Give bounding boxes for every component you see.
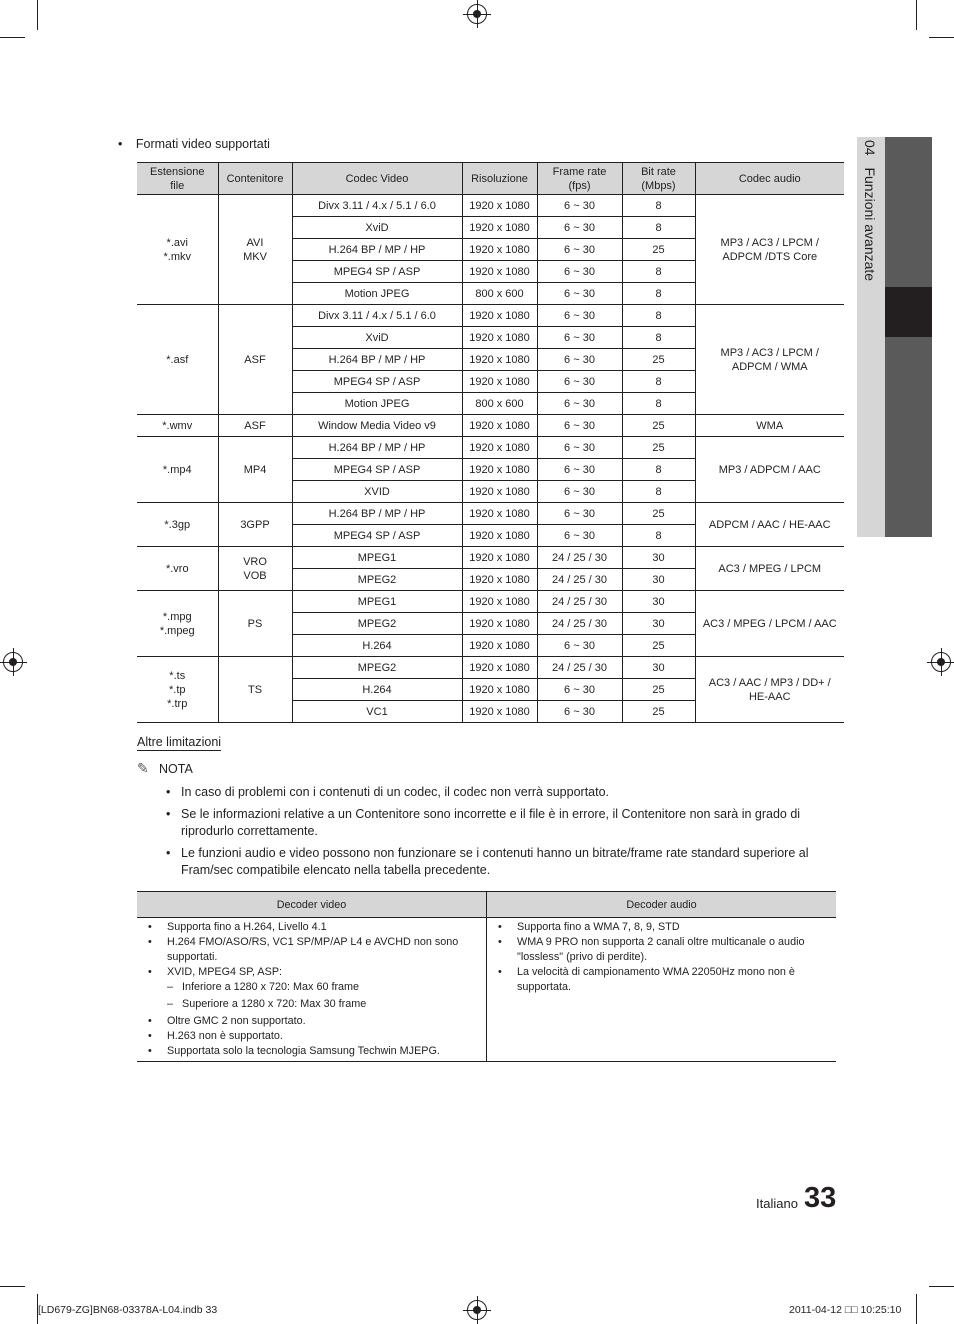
frame-rate-cell: 6 ~ 30: [537, 635, 622, 657]
audio-codec-cell: AC3 / AAC / MP3 / DD+ / HE-AAC: [695, 657, 844, 723]
bit-rate-cell: 8: [622, 195, 695, 217]
frame-rate-cell: 6 ~ 30: [537, 371, 622, 393]
audio-codec-cell: AC3 / MPEG / LPCM / AAC: [695, 591, 844, 657]
resolution-cell: 1920 x 1080: [462, 569, 537, 591]
print-slug-file: [LD679-ZG]BN68-03378A-L04.indb 33: [38, 1304, 218, 1316]
video-codec-cell: MPEG4 SP / ASP: [292, 371, 462, 393]
audio-codec-cell: ADPCM / AAC / HE-AAC: [695, 503, 844, 547]
video-codec-cell: Motion JPEG: [292, 393, 462, 415]
bit-rate-cell: 30: [622, 569, 695, 591]
resolution-cell: 1920 x 1080: [462, 503, 537, 525]
pencil-icon: ✎: [137, 760, 149, 776]
video-codec-cell: MPEG1: [292, 547, 462, 569]
resolution-cell: 1920 x 1080: [462, 547, 537, 569]
chapter-tab-marker: [885, 287, 932, 337]
bit-rate-cell: 25: [622, 503, 695, 525]
registration-mark-icon: [467, 4, 487, 24]
crop-mark: [0, 37, 25, 38]
frame-rate-cell: 6 ~ 30: [537, 261, 622, 283]
resolution-cell: 1920 x 1080: [462, 327, 537, 349]
resolution-cell: 1920 x 1080: [462, 679, 537, 701]
container-cell: ASF: [218, 305, 292, 415]
table-row: [137, 918, 836, 1062]
video-codec-cell: H.264 BP / MP / HP: [292, 349, 462, 371]
crop-mark: [37, 0, 38, 30]
video-codec-cell: XVID: [292, 481, 462, 503]
resolution-cell: 1920 x 1080: [462, 657, 537, 679]
video-codec-cell: H.264 BP / MP / HP: [292, 503, 462, 525]
video-codec-cell: MPEG4 SP / ASP: [292, 525, 462, 547]
bit-rate-cell: 8: [622, 459, 695, 481]
chapter-tab-dark-band: [885, 137, 932, 537]
note-label: NOTA: [159, 762, 193, 776]
extension-cell: *.3gp: [137, 503, 218, 547]
video-codec-cell: Motion JPEG: [292, 283, 462, 305]
video-decoder-header: Decoder video: [137, 892, 487, 918]
frame-rate-cell: 6 ~ 30: [537, 503, 622, 525]
audio-codec-cell: MP3 / ADPCM / AAC: [695, 437, 844, 503]
extension-cell: *.wmv: [137, 415, 218, 437]
resolution-cell: 1920 x 1080: [462, 415, 537, 437]
list-item: – Superiore a 1280 x 720: Max 30 frame: [137, 997, 486, 1012]
note-item: • Se le informazioni relative a un Contenitore sono incorrette e il file è in errore, il Contenitore non sarà in grado di riprodurlo correttamente.: [166, 806, 846, 840]
video-codec-cell: VC1: [292, 701, 462, 723]
resolution-cell: 800 x 600: [462, 393, 537, 415]
frame-rate-cell: 6 ~ 30: [537, 195, 622, 217]
resolution-cell: 1920 x 1080: [462, 217, 537, 239]
resolution-cell: 800 x 600: [462, 283, 537, 305]
table-row: [137, 195, 844, 217]
registration-mark-icon: [931, 652, 951, 672]
notes-list: [166, 784, 846, 884]
container-cell: MP4: [218, 437, 292, 503]
section-heading: [118, 137, 270, 151]
crop-mark: [916, 1294, 917, 1324]
chapter-number: 04: [862, 140, 878, 156]
bit-rate-cell: 8: [622, 305, 695, 327]
chapter-title: Funzioni avanzate: [862, 167, 878, 282]
list-item: • Supportata solo la tecnologia Samsung Techwin MJEPG.: [137, 1044, 486, 1059]
note-heading: [137, 760, 193, 777]
chapter-label: [862, 140, 878, 281]
frame-rate-cell: 6 ~ 30: [537, 679, 622, 701]
extension-cell: *.avi *.mkv: [137, 195, 218, 305]
resolution-cell: 1920 x 1080: [462, 305, 537, 327]
list-item: • WMA 9 PRO non supporta 2 canali oltre multicanale o audio "lossless" (privo di perdite).: [487, 935, 836, 965]
audio-codec-cell: WMA: [695, 415, 844, 437]
decoder-table: [137, 891, 836, 1062]
list-item: • H.264 FMO/ASO/RS, VC1 SP/MP/AP L4 e AVCHD non sono supportati.: [137, 935, 486, 965]
resolution-cell: 1920 x 1080: [462, 525, 537, 547]
frame-rate-cell: 6 ~ 30: [537, 525, 622, 547]
audio-codec-cell: AC3 / MPEG / LPCM: [695, 547, 844, 591]
table-row: [137, 547, 844, 569]
frame-rate-cell: 6 ~ 30: [537, 283, 622, 305]
frame-rate-cell: 6 ~ 30: [537, 305, 622, 327]
video-codec-cell: H.264 BP / MP / HP: [292, 437, 462, 459]
list-item: • La velocità di campionamento WMA 22050Hz mono non è supportata.: [487, 965, 836, 995]
container-cell: VRO VOB: [218, 547, 292, 591]
crop-mark: [916, 0, 917, 30]
extension-cell: *.mpg *.mpeg: [137, 591, 218, 657]
frame-rate-cell: 6 ~ 30: [537, 437, 622, 459]
bit-rate-cell: 30: [622, 613, 695, 635]
bit-rate-cell: 8: [622, 327, 695, 349]
section-heading-text: Formati video supportati: [135, 137, 270, 151]
resolution-cell: 1920 x 1080: [462, 437, 537, 459]
registration-mark-icon: [3, 652, 23, 672]
frame-rate-cell: 6 ~ 30: [537, 481, 622, 503]
audio-decoder-list: [487, 920, 836, 995]
extension-cell: *.vro: [137, 547, 218, 591]
bit-rate-cell: 25: [622, 415, 695, 437]
header-container: Contenitore: [218, 163, 292, 195]
frame-rate-cell: 6 ~ 30: [537, 239, 622, 261]
video-codec-cell: Window Media Video v9: [292, 415, 462, 437]
crop-mark: [0, 1286, 25, 1287]
list-item: • Oltre GMC 2 non supportato.: [137, 1014, 486, 1029]
header-audio-codec: Codec audio: [695, 163, 844, 195]
list-item: – Inferiore a 1280 x 720: Max 60 frame: [137, 980, 486, 995]
frame-rate-cell: 6 ~ 30: [537, 459, 622, 481]
bit-rate-cell: 30: [622, 547, 695, 569]
table-header-row: [137, 163, 844, 195]
video-codec-cell: H.264: [292, 635, 462, 657]
frame-rate-cell: 6 ~ 30: [537, 349, 622, 371]
bit-rate-cell: 8: [622, 283, 695, 305]
bit-rate-cell: 8: [622, 393, 695, 415]
container-cell: 3GPP: [218, 503, 292, 547]
resolution-cell: 1920 x 1080: [462, 371, 537, 393]
bit-rate-cell: 8: [622, 481, 695, 503]
frame-rate-cell: 24 / 25 / 30: [537, 547, 622, 569]
video-codec-cell: H.264 BP / MP / HP: [292, 239, 462, 261]
table-row: [137, 437, 844, 459]
frame-rate-cell: 6 ~ 30: [537, 327, 622, 349]
note-item: • In caso di problemi con i contenuti di un codec, il codec non verrà supportato.: [166, 784, 846, 801]
video-codec-cell: MPEG2: [292, 569, 462, 591]
bit-rate-cell: 25: [622, 679, 695, 701]
header-resolution: Risoluzione: [462, 163, 537, 195]
audio-codec-cell: MP3 / AC3 / LPCM / ADPCM /DTS Core: [695, 195, 844, 305]
list-item: • XVID, MPEG4 SP, ASP:: [137, 965, 486, 980]
table-row: [137, 657, 844, 679]
resolution-cell: 1920 x 1080: [462, 635, 537, 657]
video-codec-cell: XviD: [292, 327, 462, 349]
bit-rate-cell: 25: [622, 239, 695, 261]
audio-decoder-header: Decoder audio: [487, 892, 837, 918]
frame-rate-cell: 24 / 25 / 30: [537, 613, 622, 635]
video-codec-cell: MPEG1: [292, 591, 462, 613]
frame-rate-cell: 24 / 25 / 30: [537, 591, 622, 613]
video-decoder-list: [137, 920, 486, 1059]
resolution-cell: 1920 x 1080: [462, 349, 537, 371]
video-decoder-cell: [137, 918, 487, 1062]
print-slug-date: 2011-04-12 □□ 10:25:10: [789, 1304, 902, 1316]
resolution-cell: 1920 x 1080: [462, 239, 537, 261]
list-item: • H.263 non è supportato.: [137, 1029, 486, 1044]
resolution-cell: 1920 x 1080: [462, 701, 537, 723]
table-row: [137, 305, 844, 327]
subsection-title: Altre limitazioni: [137, 735, 222, 749]
bit-rate-cell: 8: [622, 525, 695, 547]
bullet-icon: •: [118, 137, 123, 151]
crop-mark: [929, 37, 954, 38]
list-item: • Supporta fino a H.264, Livello 4.1: [137, 920, 486, 935]
resolution-cell: 1920 x 1080: [462, 613, 537, 635]
audio-decoder-cell: [487, 918, 837, 1062]
extension-cell: *.asf: [137, 305, 218, 415]
bit-rate-cell: 25: [622, 635, 695, 657]
note-item: • Le funzioni audio e video possono non funzionare se i contenuti hanno un bitrate/frame rate standard superiore al Fram/sec compatibile elencato nella tabella precedente.: [166, 845, 846, 879]
header-video-codec: Codec Video: [292, 163, 462, 195]
header-extension: Estensione file: [137, 163, 218, 195]
table-header-row: [137, 892, 836, 918]
video-codec-cell: H.264: [292, 679, 462, 701]
video-codec-cell: MPEG2: [292, 613, 462, 635]
table-row: [137, 591, 844, 613]
resolution-cell: 1920 x 1080: [462, 195, 537, 217]
container-cell: TS: [218, 657, 292, 723]
frame-rate-cell: 6 ~ 30: [537, 393, 622, 415]
resolution-cell: 1920 x 1080: [462, 481, 537, 503]
resolution-cell: 1920 x 1080: [462, 591, 537, 613]
extension-cell: *.mp4: [137, 437, 218, 503]
container-cell: ASF: [218, 415, 292, 437]
table-row: [137, 503, 844, 525]
frame-rate-cell: 6 ~ 30: [537, 415, 622, 437]
supported-formats-table: [137, 162, 844, 723]
bit-rate-cell: 8: [622, 217, 695, 239]
audio-codec-cell: MP3 / AC3 / LPCM / ADPCM / WMA: [695, 305, 844, 415]
header-bit-rate: Bit rate (Mbps): [622, 163, 695, 195]
frame-rate-cell: 6 ~ 30: [537, 701, 622, 723]
bit-rate-cell: 25: [622, 437, 695, 459]
frame-rate-cell: 24 / 25 / 30: [537, 569, 622, 591]
bit-rate-cell: 8: [622, 371, 695, 393]
video-codec-cell: Divx 3.11 / 4.x / 5.1 / 6.0: [292, 195, 462, 217]
bit-rate-cell: 30: [622, 591, 695, 613]
resolution-cell: 1920 x 1080: [462, 459, 537, 481]
registration-mark-icon: [467, 1300, 487, 1320]
bit-rate-cell: 30: [622, 657, 695, 679]
video-codec-cell: XviD: [292, 217, 462, 239]
frame-rate-cell: 24 / 25 / 30: [537, 657, 622, 679]
table-row: [137, 415, 844, 437]
footer-language: Italiano: [756, 1196, 798, 1211]
bit-rate-cell: 25: [622, 349, 695, 371]
bit-rate-cell: 25: [622, 701, 695, 723]
container-cell: AVI MKV: [218, 195, 292, 305]
frame-rate-cell: 6 ~ 30: [537, 217, 622, 239]
container-cell: PS: [218, 591, 292, 657]
video-codec-cell: MPEG4 SP / ASP: [292, 459, 462, 481]
header-frame-rate: Frame rate (fps): [537, 163, 622, 195]
video-codec-cell: MPEG2: [292, 657, 462, 679]
bit-rate-cell: 8: [622, 261, 695, 283]
extension-cell: *.ts *.tp *.trp: [137, 657, 218, 723]
resolution-cell: 1920 x 1080: [462, 261, 537, 283]
crop-mark: [929, 1286, 954, 1287]
list-item: • Supporta fino a WMA 7, 8, 9, STD: [487, 920, 836, 935]
page-number: 33: [804, 1182, 837, 1214]
video-codec-cell: Divx 3.11 / 4.x / 5.1 / 6.0: [292, 305, 462, 327]
video-codec-cell: MPEG4 SP / ASP: [292, 261, 462, 283]
